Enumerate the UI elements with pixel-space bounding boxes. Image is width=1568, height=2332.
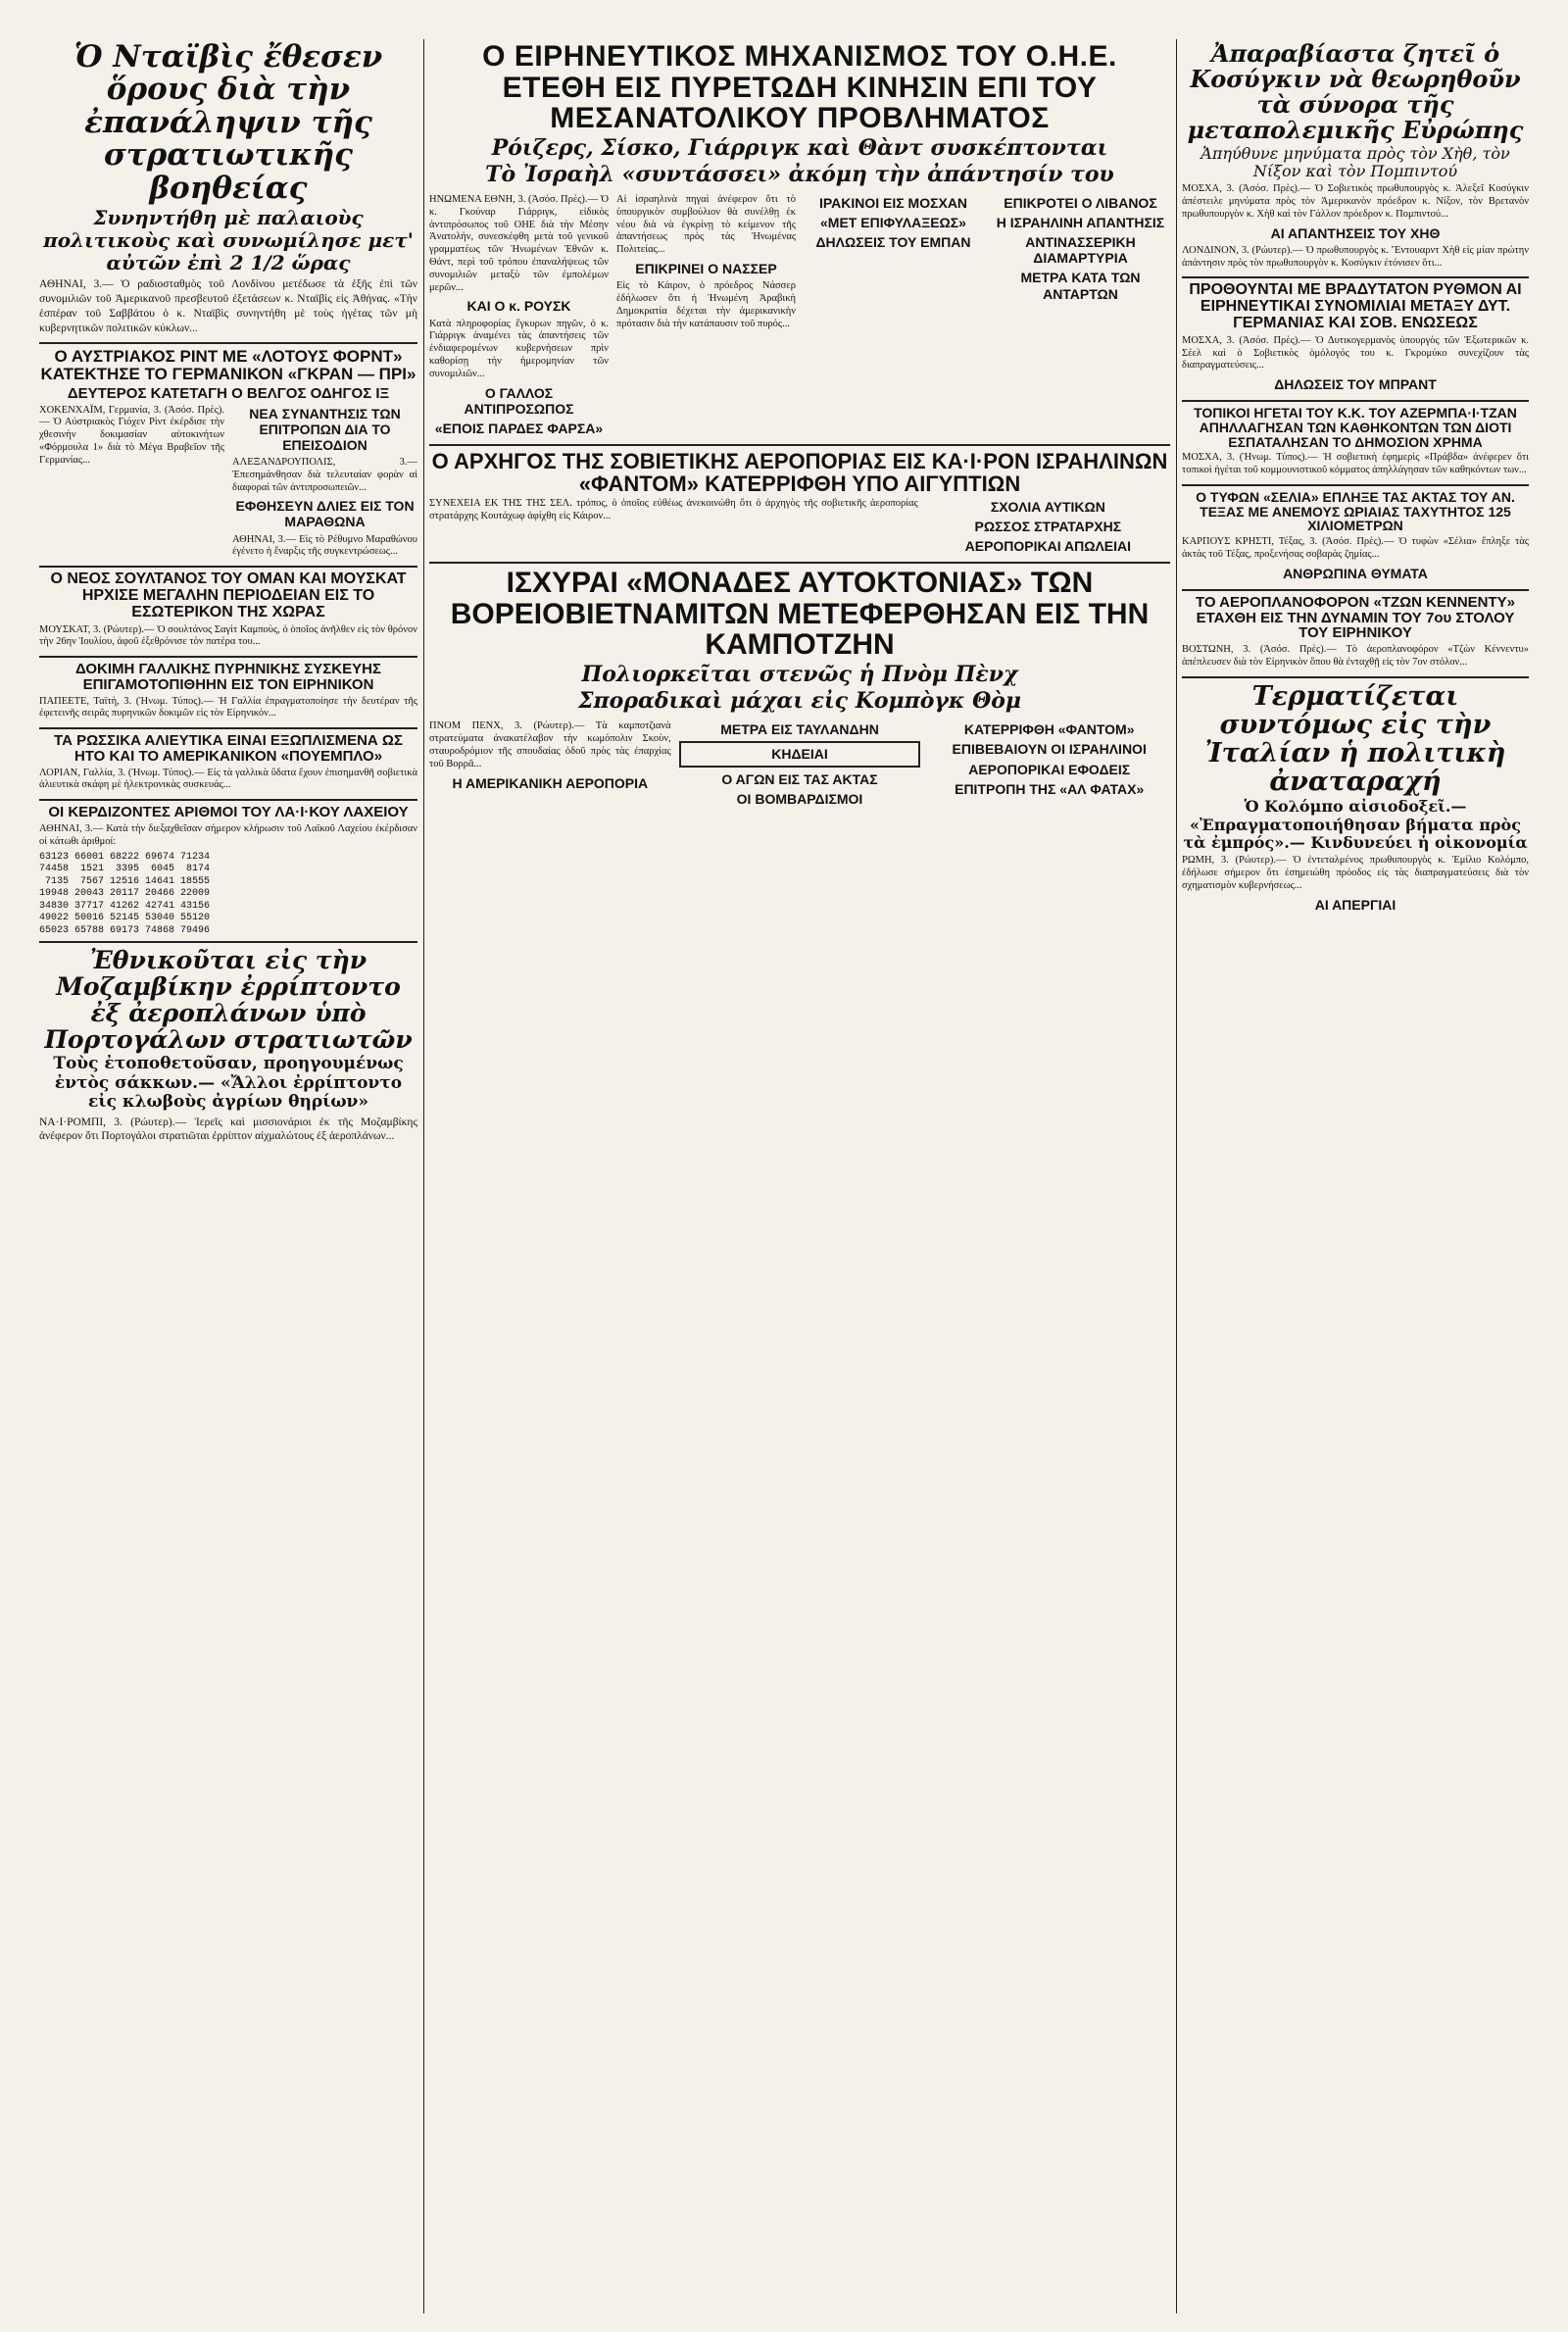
- section-kicker: ΑΙ ΑΠΑΝΤΗΣΕΙΣ ΤΟΥ ΧΗΘ: [1270, 224, 1441, 241]
- article-trawlers: [39, 733, 417, 801]
- text-column: [991, 191, 1170, 440]
- article-body: ΜΟΣΧΑ, 3. (Ἠνωμ. Τύπος).— Ἡ σοβιετικὴ ἐφημερὶς «Πράβδα» ἀνέφερεν ὅτι τοπικοὶ ἡγέται τοῦ κομμουνιστικοῦ κόμματος ἀπηλλάγησαν τῶν καθηκόντων των...: [1182, 452, 1529, 476]
- section-kicker: ΚΑΙ Ο κ. ΡΟΥΣΚ: [466, 298, 571, 315]
- headline: Ο ΝΕΟΣ ΣΟΥΛΤΑΝΟΣ ΤΟΥ ΟΜΑΝ ΚΑΙ ΜΟΥΣΚΑΤ ΗΡΧΙΣΕ ΜΕΓΑΛΗΝ ΠΕΡΙΟΔΕΙΑΝ ΕΙΣ ΤΟ ΕΣΩΤΕΡΙΚΟΝ ΤΗΣ ΧΩΡΑΣ: [50, 571, 407, 620]
- headline: ΙΣΧΥΡΑΙ «ΜΟΝΑΔΕΣ ΑΥΤΟΚΤΟΝΙΑΣ» ΤΩΝ ΒΟΡΕΙΟΒΙΕΤΝΑΜΙΤΩΝ ΜΕΤΕΦΕΡΘΗΣΑΝ ΕΙΣ ΤΗΝ ΚΑΜΠΟΤΖΗΝ: [450, 567, 1150, 662]
- subheadline: Τοὺς ἐτοποθετοῦσαν, προηγουμένως ἐντὸς σάκκων.— «Ἄλλοι ἐρρίπτοντο εἰς κλωβοὺς ἀγρίων θηρίων»: [53, 1054, 404, 1113]
- brief-body: ΑΘΗΝΑΙ, 3.— Εἰς τὸ Ρέθυμνο Μαραθώνου ἐγένετο ἡ ἔναρξις τῆς συγκεντρώσεως...: [232, 533, 417, 558]
- subheadline: Πολιορκεῖται στενῶς ἡ Πνὸμ Πὲνχ: [581, 661, 1018, 687]
- subheadline: Ρόιζερς, Σίσκο, Γιάρριγκ καὶ Θὰντ συσκέπτονται: [491, 134, 1108, 161]
- article-lottery: [39, 805, 417, 943]
- article-body: ΛΟΡΙΑΝ, Γαλλία, 3. (Ἠνωμ. Τύπος).— Εἰς τὰ γαλλικὰ ὕδατα ἔχουν ἐπισημανθῆ σοβιετικὰ ἁλιευτικὰ σκάφη μὲ ἠλεκτρονικὰς συσκευάς...: [39, 767, 417, 791]
- headline: Ο ΑΥΣΤΡΙΑΚΟΣ ΡΙΝΤ ΜΕ «ΛΟΤΟΥΣ ΦΟΡΝΤ» ΚΑΤΕΚΤΗΣΕ ΤΟ ΓΕΡΜΑΝΙΚΟΝ «ΓΚΡΑΝ — ΠΡΙ»: [40, 347, 416, 384]
- headline: Τερματίζεται συντόμως εἰς τὴν Ἰταλίαν ἡ πολιτικὴ ἀναταραχή: [1204, 680, 1506, 798]
- subheadline: Ἀπηύθυνε μηνύματα πρὸς τὸν Χὴθ, τὸν Νίξον καὶ τὸν Πομπιντού: [1200, 143, 1510, 181]
- headline: ΟΙ ΚΕΡΔΙΖΟΝΤΕΣ ΑΡΙΘΜΟΙ ΤΟΥ ΛΑ·Ι·ΚΟΥ ΛΑΧΕΙΟΥ: [48, 804, 409, 821]
- section-kicker: ΕΠΙΚΡΙΝΕΙ Ο ΝΑΣΣΕΡ: [635, 261, 777, 277]
- article-body: ΒΟΣΤΩΝΗ, 3. (Ἀσόσ. Πρὲς).— Τὸ ἀεροπλανοφόρον «Τζὼν Κέννεντυ» ἀπέπλευσεν διὰ τὸν Εἰρηνικὸν ὅπου θὰ ἐνταχθῇ εἰς τὸν 7ον στόλον...: [1182, 644, 1529, 668]
- article-kennedy-carrier: [1182, 595, 1529, 678]
- headline: Ο ΤΥΦΩΝ «ΣΕΛΙΑ» ΕΠΛΗΞΕ ΤΑΣ ΑΚΤΑΣ ΤΟΥ ΑΝ. ΤΕΞΑΣ ΜΕ ΑΝΕΜΟΥΣ ΩΡΙΑΙΑΣ ΤΑΧΥΤΗΤΟΣ 125 ΧΙΛΙΟΜΕΤΡΩΝ: [1196, 489, 1515, 534]
- lead-headline: Ο ΕΙΡΗΝΕΥΤΙΚΟΣ ΜΗΧΑΝΙΣΜΟΣ ΤΟΥ Ο.Η.Ε. ΕΤΕΘΗ ΕΙΣ ΠΥΡΕΤΩΔΗ ΚΙΝΗΣΙΝ ΕΠΙ ΤΟΥ ΜΕΣΑΝΑΤΟΛΙΚΟΥ ΠΡΟΒΛΗΜΑΤΟΣ: [482, 41, 1117, 134]
- headline: ΤΟ ΑΕΡΟΠΛΑΝΟΦΟΡΟΝ «ΤΖΩΝ ΚΕΝΝΕΝΤΥ» ΕΤΑΧΘΗ ΕΙΣ ΤΗΝ ΔΥΝΑΜΙΝ ΤΟΥ 7ου ΣΤΟΛΟΥ ΤΟΥ ΕΙΡΗΝΙΚΟΥ: [1195, 593, 1516, 642]
- article-body: ΡΩΜΗ, 3. (Ρώυτερ).— Ὁ ἐντεταλμένος πρωθυπουργὸς κ. Ἐμίλιο Κολόμπο, ἐδήλωσε σήμερον ὅτι ἐσημειώθη πρόοδος εἰς τὰς διαπραγματεύσεις διὰ τὸν σχηματισμὸν κυβερνήσεως...: [1182, 855, 1529, 891]
- section-kicker: ΕΠΙΚΡΟΤΕΙ Ο ΛΙΒΑΝΟΣ: [1004, 195, 1157, 212]
- article-azerbaijan: [1182, 406, 1529, 486]
- section-kicker: ΣΧΟΛΙΑ ΑΥΤΙΚΩΝ: [990, 499, 1105, 516]
- article-body: ΑΘΗΝΑΙ, 3.— Ὁ ραδιοσταθμὸς τοῦ Λονδίνου μετέδωσε τὰ ἑξῆς ἐπὶ τῶν συνομιλιῶν τοῦ Ἀμερικανοῦ πρεσβευτοῦ ἐξετάσεων κ. Νταϊβὶς εἰς Ἀθήνας. «Τὴν ἑσπέραν τοῦ Σαββάτου ὁ κ. Νταϊβὶς συνηντήθη μὲ τοὺς ἡγέτας τῶν μὴ κυβερνητικῶν πολιτικῶν κύκλων...: [39, 278, 417, 334]
- right-column: [1182, 41, 1529, 2315]
- text-column: [804, 191, 983, 440]
- article-bonn-moscow: [1182, 282, 1529, 402]
- section-kicker: ΑΙ ΑΠΕΡΓΙΑΙ: [1314, 896, 1396, 913]
- article-body: ΠΑΠΕΕΤΕ, Ταϊτὴ, 3. (Ἠνωμ. Τύπος).— Ἡ Γαλλία ἐπραγματοποίησε τὴν δευτέραν τῆς ἐφετεινῆς σειρᾶς πυρηνικῶν δοκιμῶν εἰς τὸν Εἰρηνικόν...: [39, 695, 417, 719]
- section-kicker: ΜΕΤΡΑ ΚΑΤΑ ΤΩΝ ΑΝΤΑΡΤΩΝ: [1020, 270, 1141, 302]
- article-typhoon: [1182, 490, 1529, 591]
- section-kicker: ΙΡΑΚΙΝΟΙ ΕΙΣ ΜΟΣΧΑΝ: [818, 195, 968, 212]
- headline: ΠΡΟΘΟΥΝΤΑΙ ΜΕ ΒΡΑΔΥΤΑΤΟΝ ΡΥΘΜΟΝ ΑΙ ΕΙΡΗΝΕΥΤΙΚΑΙ ΣΥΝΟΜΙΛΙΑΙ ΜΕΤΑΞΥ ΔΥΤ. ΓΕΡΜΑΝΙΑΣ ΚΑΙ ΣΟΒ. ΕΝΩΣΕΩΣ: [1189, 281, 1522, 332]
- subheadline: Τὸ Ἰσραὴλ «συντάσσει» ἀκόμη τὴν ἀπάντησίν του: [485, 161, 1114, 187]
- section-kicker: ΑΝΘΡΩΠΙΝΑ ΘΥΜΑΤΑ: [1283, 565, 1428, 581]
- article-body: Κατὰ πληροφορίας ἔγκυρων πηγῶν, ὁ κ. Γιάρριγκ ἀναμένει τὰς ἀπαντήσεις τῶν ἐνδιαφερομένων κυβερνήσεων πρὶν καθορίσῃ τὴν ἡμερομηνίαν τῶν συνομιλιῶν...: [429, 318, 609, 379]
- headline: Ἀπαραβίαστα ζητεῖ ὁ Κοσύγκιν νὰ θεωρηθοῦν τὰ σύνορα τῆς μεταπολεμικῆς Εὐρώπης: [1187, 41, 1524, 144]
- section-kicker: ΚΑΤΕΡΡΙΦΘΗ «ΦΑΝΤΟΜ»: [963, 721, 1135, 738]
- section-kicker: ΜΕΤΡΑ ΕΙΣ ΤΑΥΛΑΝΔΗΝ: [720, 721, 879, 738]
- headline: Ἐθνικοῦται εἰς τὴν Μοζαμβίκην ἐρρίπτοντο ἐξ ἀεροπλάνων ὑπὸ Πορτογάλων στρατιωτῶν: [44, 946, 413, 1055]
- section-kicker: ΡΩΣΣΟΣ ΣΤΡΑΤΑΡΧΗΣ: [974, 519, 1122, 535]
- column-rule: [1176, 39, 1177, 2313]
- article-body: ΜΟΣΧΑ, 3. (Ἀσόσ. Πρὲς).— Ὁ Δυτικογερμανὸς ὑπουργὸς τῶν Ἐξωτερικῶν κ. Σέελ καὶ ὁ Σοβιετικὸς ὁμόλογός του κ. Γκρομύκο συνεχίζουν τὰς διαπραγματεύσεις...: [1182, 334, 1529, 372]
- article-body: Αἱ ἰσραηλινὰ πηγαὶ ἀνέφερον ὅτι τὸ ὑπουργικὸν συμβούλιον θὰ συνέλθῃ ἐκ νέου διὰ νὰ ἐγκρίνῃ τὸ κείμενον τῆς ἀπαντήσεως πρὸς τὰς Ἡνωμένας Πολιτείας...: [616, 194, 796, 256]
- section-kicker: ΔΗΛΩΣΕΙΣ ΤΟΥ ΜΠΡΑΝΤ: [1274, 376, 1437, 393]
- article-cambodia: [429, 568, 1170, 810]
- section-kicker: «ΜΕΤ ΕΠΙΦΥΛΑΞΕΩΣ»: [820, 215, 966, 231]
- article-italy: [1182, 682, 1529, 913]
- article-rindt: [39, 348, 417, 568]
- section-kicker: ΑΕΡΟΠΟΡΙΚΑΙ ΕΦΟΔΕΙΣ: [968, 761, 1131, 777]
- headline: ΤΟΠΙΚΟΙ ΗΓΕΤΑΙ ΤΟΥ Κ.Κ. ΤΟΥ ΑΖΕΡΜΠΑ·Ι·ΤΖΑΝ ΑΠΗΛΛΑΓΗΣΑΝ ΤΩΝ ΚΑΘΗΚΟΝΤΩΝ ΤΩΝ ΔΙΟΤΙ ΕΣΠΑΤΑΛΗΣΑΝ ΤΟ ΔΗΜΟΣΙΟΝ ΧΡΗΜΑ: [1194, 405, 1517, 450]
- brief-headline: ΕΦΘΗΣΕΥΝ ΔΛΙΕΣ ΕΙΣ ΤΟΝ ΜΑΡΑΘΩΝΑ: [235, 498, 415, 530]
- article-body: ΧΟΚΕΝΧΑΪΜ, Γερμανία, 3. (Ἀσόσ. Πρὲς).— Ὁ Αὐστριακὸς Γιόχεν Ρὶντ ἐκέρδισε τὴν χθεσινὴν δοκιμασίαν αὐτοκινήτων «Φόρμουλα 1» διὰ τὸ Μέγα Βραβεῖον τῆς Γερμανίας...: [39, 404, 224, 466]
- brief-headline: ΝΕΑ ΣΥΝΑΝΤΗΣΙΣ ΤΩΝ ΕΠΙΤΡΟΠΩΝ ΔΙΑ ΤΟ ΕΠΕΙΣΟΔΙΟΝ: [249, 405, 401, 453]
- section-kicker: Η ΙΣΡΑΗΛΙΝΗ ΑΠΑΝΤΗΣΙΣ: [996, 215, 1165, 231]
- section-kicker: Ο ΑΓΩΝ ΕΙΣ ΤΑΣ ΑΚΤΑΣ: [721, 770, 878, 787]
- headline: Ὁ Νταϊβὶς ἔθεσεν ὅρους διὰ τὴν ἐπανάληψιν τῆς στρατιωτικῆς βοηθείας: [74, 41, 383, 206]
- brief-body: ΑΛΕΞΑΝΔΡΟΥΠΟΛΙΣ, 3.— Ἐπεσημάνθησαν διὰ τελευταίαν φορὰν αἱ διαφοραὶ τῶν ἀντιπροσωπειῶν...: [232, 456, 417, 493]
- headline: Ο ΑΡΧΗΓΟΣ ΤΗΣ ΣΟΒΙΕΤΙΚΗΣ ΑΕΡΟΠΟΡΙΑΣ ΕΙΣ ΚΑ·Ι·ΡΟΝ ΙΣΡΑΗΛΙΝΩΝ «ΦΑΝΤΟΜ» ΚΑΤΕΡΡΙΦΘΗ ΥΠΟ ΑΙΓΥΠΤΙΩΝ: [431, 448, 1168, 496]
- section-kicker: ΑΝΤΙΝΑΣΣΕΡΙΚΗ ΔΙΑΜΑΡΤΥΡΙΑ: [1025, 234, 1136, 267]
- subheadline: ΔΕΥΤΕΡΟΣ ΚΑΤΕΤΑΓΗ Ο ΒΕΛΓΟΣ ΟΔΗΓΟΣ ΙΞ: [67, 384, 390, 402]
- lottery-numbers: 63123 66001 68222 69674 71234 74458 1521 3395 6045 8174 7135 7567 12516 14641 18555 19948 20043 20117 20466 22009 34830 37717 41262 42741 43156 49022 50016 52145 53040 55120 65023 65788 69173 74868 79496: [39, 851, 211, 936]
- article-body: ΝΑ·Ι·ΡΟΜΠΙ, 3. (Ρώυτερ).— Ἰερεῖς καὶ μισσιονάριοι ἐκ τῆς Μοζαμβίκης ἀνέφερον ὅτι Πορτογάλοι στρατιῶται ἐρρίπτον αἰχμαλώτους ἐξ ἀεροπλάνων...: [39, 1116, 417, 1143]
- section-kicker: ΕΠΙΤΡΟΠΗ ΤΗΣ «ΑΛ ΦΑΤΑΧ»: [955, 780, 1145, 797]
- sidebar-briefs: [232, 402, 417, 562]
- subheadline: Συνηντήθη μὲ παλαιοὺς πολιτικοὺς καὶ συνωμίλησε μετ' αὐτῶν ἐπὶ 2 1/2 ὥρας: [43, 206, 414, 275]
- center-column: [429, 41, 1170, 2315]
- section-kicker: Η ΑΜΕΡΙΚΑΝΙΚΗ ΑΕΡΟΠΟΡΙΑ: [452, 774, 649, 791]
- text-column: [616, 191, 796, 440]
- article-body: ΚΑΡΠΟΥΣ ΚΡΗΣΤΙ, Τέξας, 3. (Ἀσόσ. Πρὲς).— Ὁ τυφὼν «Σέλια» ἔπληξε τὰς ἀκτὰς τοῦ Τέξας, προξενήσας σοβαρὰς ζημίας...: [1182, 536, 1529, 560]
- article-body: ΣΥΝΕΧΕΙΑ ΕΚ ΤΗΣ ΤΗΣ ΣΕΛ. τρόπος, ὁ ὁποῖος εὐθέως ἀνεκοινώθη ὅτι ὁ ἀρχηγὸς τῆς σοβιετικῆς ἀεροπορίας στρατάρχης Κουτάχωφ ἀφίχθη εἰς Κάιρον...: [429, 498, 918, 521]
- notice-heading: ΚΗΔΕΙΑΙ: [679, 741, 921, 767]
- subheadline: Σποραδικαὶ μάχαι εἰς Κομπὸγκ Θὸμ: [577, 688, 1022, 715]
- text-column: [429, 191, 609, 440]
- article-davies: [39, 41, 417, 344]
- headline: ΤΑ ΡΩΣΣΙΚΑ ΑΛΙΕΥΤΙΚΑ ΕΙΝΑΙ ΕΞΩΠΛΙΣΜΕΝΑ ΩΣ ΗΤΟ ΚΑΙ ΤΟ ΑΜΕΡΙΚΑΝΙΚΟΝ «ΠΟΥΕΜΠΛΟ»: [54, 732, 403, 765]
- article-body: Εἰς τὸ Κάιρον, ὁ πρόεδρος Νάσσερ ἐδήλωσεν ὅτι ἡ Ἡνωμένη Ἀραβικὴ Δημοκρατία δέχεται τὴν ἀμερικανικὴν πρότασιν διὰ τὴν κατάπαυσιν τοῦ πυρός...: [616, 280, 796, 329]
- left-column: [39, 41, 417, 2315]
- section-kicker: ΑΕΡΟΠΟΡΙΚΑΙ ΑΠΩΛΕΙΑΙ: [964, 538, 1132, 555]
- article-body: ΜΟΣΧΑ, 3. (Ἀσόσ. Πρὲς).— Ὁ Σοβιετικὸς πρωθυπουργὸς κ. Ἀλεξεῖ Κοσύγκιν ἀπέστειλε μηνύματα πρὸς τὸν Ἀμερικανὸν πρόεδρον κ. Νίξον, τὸν Βρετανὸν πρωθυπουργὸν κ. Χὴθ καὶ τὸν Γάλλον πρόεδρον κ. Πομπιντού...: [1182, 183, 1529, 220]
- article-body: ΠΝΟΜ ΠΕΝΧ, 3. (Ρώυτερ).— Τὰ καμποτζιανὰ στρατεύματα ἀνακατέλαβον τὴν κωμόπολιν Σκοὺν, σταυροδρόμιον τῆς σπουδαίας ὁδοῦ πρὸς τὰς ἐπαρχίας τοῦ Βορρᾶ...: [429, 720, 671, 769]
- headline: ΔΟΚΙΜΗ ΓΑΛΛΙΚΗΣ ΠΥΡΗΝΙΚΗΣ ΣΥΣΚΕΥΗΣ ΕΠΙΓΑΜΟΤΟΠΙΘΗΗΝ ΕΙΣ ΤΟΝ ΕΙΡΗΝΙΚΟΝ: [75, 661, 381, 693]
- article-soviet-airforce: [429, 450, 1170, 564]
- article-body: ΛΟΝΔΙΝΟΝ, 3. (Ρώυτερ).— Ὁ πρωθυπουργὸς κ. Ἔντουαρντ Χὴθ εἰς μίαν πρώτην ἀπάντησιν πρὸς τὸν πρωθυπουργὸν κ. Κοσύγκιν ἐτόνισεν ὅτι...: [1182, 244, 1529, 269]
- column-rule: [423, 39, 424, 2313]
- article-kosygin: [1182, 41, 1529, 278]
- section-kicker: ΟΙ ΒΟΜΒΑΡΔΙΣΜΟΙ: [736, 790, 863, 807]
- section-kicker: «ΕΠΟΙΣ ΠΑΡΔΕΣ ΦΑΡΣΑ»: [434, 420, 604, 436]
- article-mozambique: [39, 947, 417, 1144]
- article-body: ΜΟΥΣΚΑΤ, 3. (Ρώυτερ).— Ὁ σουλτάνος Σαγὶτ Καμποὺς, ὁ ὁποῖος ἀνῆλθεν εἰς τὸν θρόνον τὴν 26ην Ἰουλίου, ἀφοῦ ἐξεθρόνισε τὸν πατέρα του...: [39, 623, 417, 648]
- article-nuclear: [39, 662, 417, 729]
- section-kicker: ΕΠΙΒΕΒΑΙΟΥΝ ΟΙ ΙΣΡΑΗΛΙΝΟΙ: [952, 741, 1147, 758]
- article-un-mideast: [429, 41, 1170, 446]
- article-oman: [39, 571, 417, 658]
- subheadline: Ὁ Κολόμπο αἰσιοδοξεῖ.— «Ἐπραγματοποιήθησαν βήματα πρὸς τὰ ἐμπρός».— Κινδυνεύει ἡ οἰκονομία: [1183, 797, 1528, 853]
- article-body: ΗΝΩΜΕΝΑ ΕΘΝΗ, 3. (Ἀσόσ. Πρὲς).— Ὁ κ. Γκούναρ Γιάρριγκ, εἰδικὸς ἀντιπρόσωπος τοῦ ΟΗΕ διὰ τὴν Μέσην Ἀνατολήν, συνεσκέφθη μετὰ τοῦ γενικοῦ γραμματέως τῶν Ἡνωμένων Ἐθνῶν κ. Θάντ, περὶ τοῦ τρόπου ἐπαναλήψεως τῶν συνομιλιῶν μεταξὺ τῶν ἐμπολέμων μερῶν...: [429, 194, 609, 293]
- section-kicker: ΔΗΛΩΣΕΙΣ ΤΟΥ ΕΜΠΑΝ: [815, 234, 971, 251]
- article-body: ΑΘΗΝΑΙ, 3.— Κατὰ τὴν διεξαχθεῖσαν σήμερον κλήρωσιν τοῦ Λαϊκοῦ Λαχείου ἐκέρδισαν οἱ κάτωθι ἀριθμοί:: [39, 823, 417, 847]
- section-kicker: Ο ΓΑΛΛΟΣ ΑΝΤΙΠΡΟΣΩΠΟΣ: [464, 384, 574, 417]
